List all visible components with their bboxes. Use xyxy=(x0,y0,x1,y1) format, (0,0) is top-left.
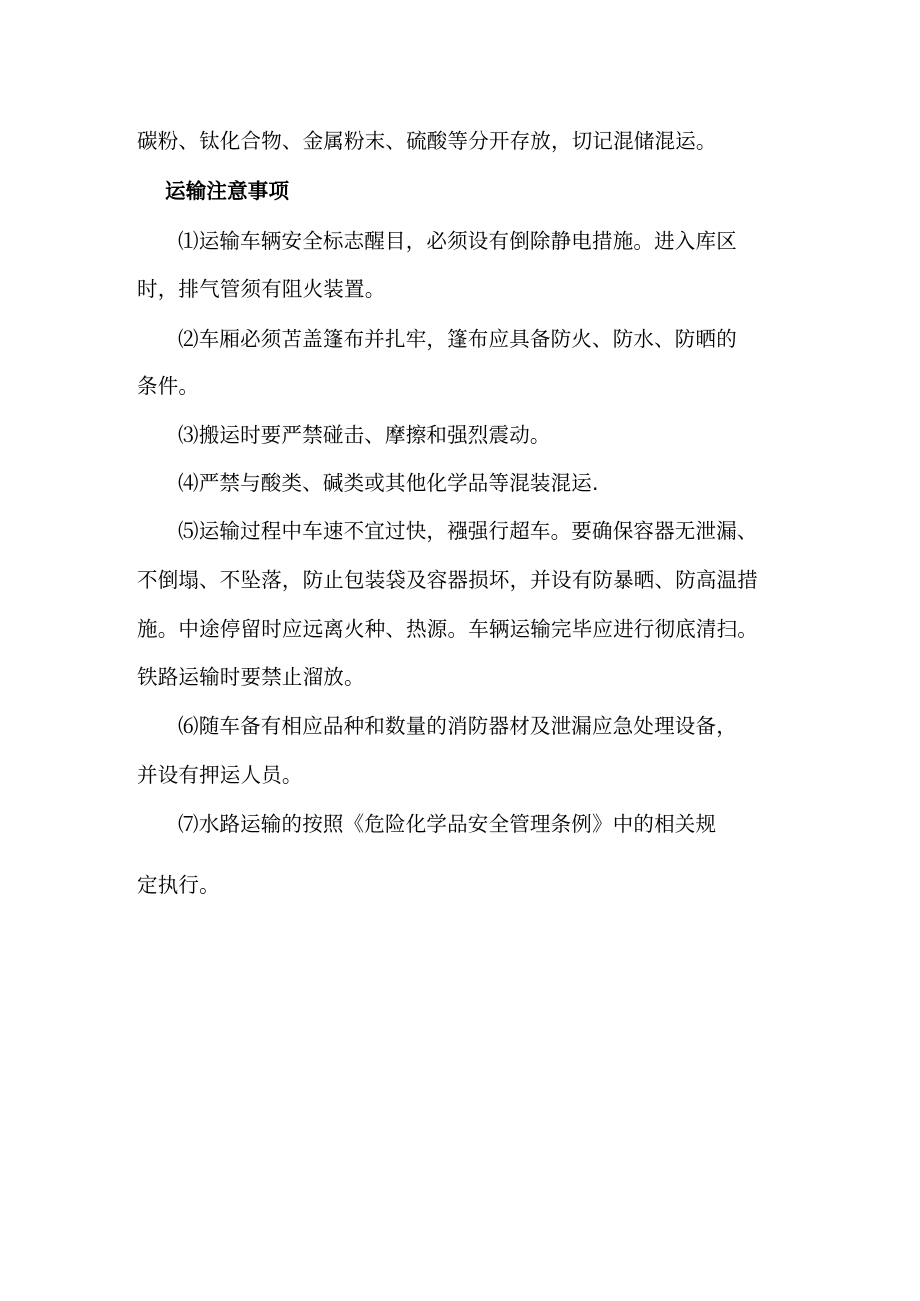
item-7-line-1: ⑺水路运输的按照《危险化学品安全管理条例》中的相关规 xyxy=(178,812,717,836)
item-6-line-2: 并设有押运人员。 xyxy=(137,763,303,787)
item-5-line-4: 铁路运输时要禁止溜放。 xyxy=(137,665,365,689)
item-2-line-1: ⑵车厢必须苫盖篷布并扎牢，篷布应具备防火、防水、防晒的 xyxy=(178,327,737,351)
item-7-line-2: 定执行。 xyxy=(137,873,220,897)
item-1-line-1: ⑴运输车辆安全标志醒目，必须设有倒除静电措施。进入库区 xyxy=(178,229,737,253)
item-5-line-3: 施。中途停留时应远离火种、热源。车辆运输完毕应进行彻底清扫。 xyxy=(137,617,758,641)
continuation-line: 碳粉、钛化合物、金属粉末、硫酸等分开存放，切记混储混运。 xyxy=(137,129,717,153)
item-6-line-1: ⑹随车备有相应品种和数量的消防器材及泄漏应急处理设备， xyxy=(178,714,737,738)
section-heading: 运输注意事项 xyxy=(165,179,290,203)
item-1-line-2: 时，排气管须有阻火装置。 xyxy=(137,277,386,301)
item-2-line-2: 条件。 xyxy=(137,374,200,398)
item-5-line-2: 不倒塌、不坠落，防止包装袋及容器损坏，并设有防暴晒、防高温措 xyxy=(137,568,758,592)
item-3-line-1: ⑶搬运时要严禁碰击、摩擦和强烈震动。 xyxy=(178,423,551,447)
item-5-line-1: ⑸运输过程中车速不宜过快，襁强行超车。要确保容器无泄漏、 xyxy=(178,519,758,543)
item-4-line-1: ⑷严禁与酸类、碱类或其他化学品等混装混运. xyxy=(178,471,599,495)
